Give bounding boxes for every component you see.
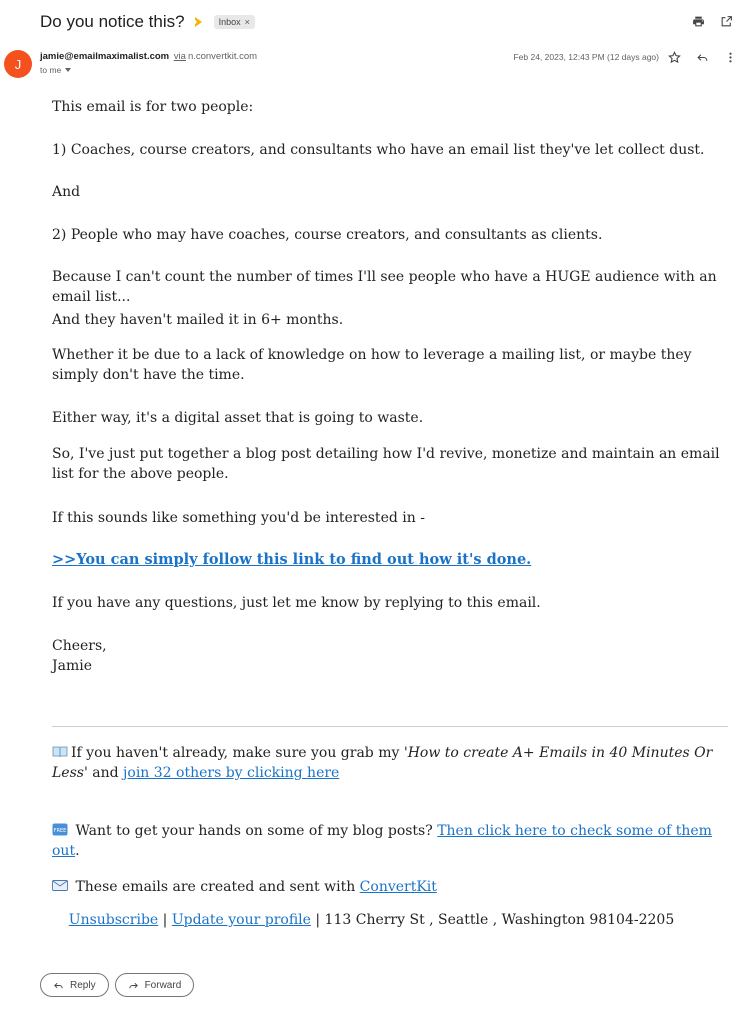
email-date: Feb 24, 2023, 12:43 PM (12 days ago): [513, 52, 659, 62]
forward-button[interactable]: [115, 973, 195, 997]
join-guide-link[interactable]: join 32 others by clicking here: [123, 765, 340, 781]
body-paragraph: Either way, it's a digital asset that is going to waste.: [52, 410, 424, 426]
postal-address: | 113 Cherry St , Seattle , Washington 98104-2205: [310, 912, 675, 928]
blog-posts-link[interactable]: Then click here to check some of them out: [52, 823, 712, 859]
open-in-new-window-icon[interactable]: [719, 14, 733, 28]
subject-row: [40, 10, 733, 34]
body-paragraph: If this sounds like something you'd be interested in -: [52, 510, 425, 526]
body-paragraph: And they haven't mailed it in 6+ months.: [52, 312, 344, 328]
unsubscribe-row: [0, 912, 743, 928]
print-icon[interactable]: [691, 14, 705, 28]
separator: |: [158, 912, 172, 928]
reply-actions: [40, 973, 194, 997]
recipient-details[interactable]: [40, 65, 71, 75]
importance-marker-icon[interactable]: [195, 17, 202, 27]
footer-period: .: [75, 843, 80, 859]
footer-divider: [52, 726, 728, 727]
free-badge-icon: [52, 823, 68, 836]
chevron-down-icon[interactable]: [65, 68, 71, 72]
body-paragraph: And: [52, 184, 81, 200]
inbox-label-text: Inbox: [218, 17, 241, 27]
email-icon: [52, 879, 68, 892]
reply-arrow-icon: [53, 980, 64, 991]
inbox-label[interactable]: [214, 15, 255, 29]
body-paragraph: If you have any questions, just let me know by replying to this email.: [52, 595, 541, 611]
unsubscribe-link[interactable]: Unsubscribe: [68, 912, 159, 928]
footer-line-convertkit: [52, 877, 732, 897]
forward-arrow-icon: [128, 980, 139, 991]
body-paragraph: 1) Coaches, course creators, and consultants who have an email list they've let collect dust.: [52, 142, 705, 158]
reply-icon[interactable]: [695, 50, 709, 64]
svg-text:FREE: FREE: [53, 828, 67, 834]
recipient-text: to me: [40, 65, 62, 75]
reply-label: Reply: [70, 979, 96, 991]
update-profile-link[interactable]: Update your profile: [171, 912, 311, 928]
remove-label-icon[interactable]: ×: [244, 17, 250, 27]
sender-avatar[interactable]: J: [4, 50, 32, 78]
footer-guide-text: If you haven't already, make sure you grab my ': [71, 745, 408, 761]
body-paragraph: So, I've just put together a blog post detailing how I'd revive, monetize and maintain an email list for the above people.: [52, 446, 720, 482]
top-toolbar: [691, 14, 733, 28]
signature-closing: Cheers,: [52, 638, 107, 654]
sender-email[interactable]: jamie@emailmaximalist.com: [40, 51, 170, 62]
via-link[interactable]: via: [173, 51, 186, 62]
sender-line: [40, 51, 257, 62]
footer-line-guide: [52, 743, 732, 783]
signature-name: Jamie: [52, 658, 92, 674]
message-actions: [667, 50, 737, 64]
more-options-icon[interactable]: [723, 50, 737, 64]
star-icon[interactable]: [667, 50, 681, 64]
footer-convertkit-text: These emails are created and sent with: [71, 879, 360, 895]
footer-blog-text: Want to get your hands on some of my blog posts?: [71, 823, 438, 839]
blog-post-link[interactable]: >>You can simply follow this link to find out how it's done.: [52, 551, 532, 568]
guide-title: How to create A+ Emails in 40 Minutes Or Less': [52, 745, 713, 781]
reply-button[interactable]: [40, 973, 109, 997]
email-subject: Do you notice this?: [40, 12, 185, 31]
footer-line-blog: [52, 821, 732, 861]
footer-connector: and: [87, 765, 124, 781]
open-book-icon: [52, 745, 68, 758]
forward-label: Forward: [144, 979, 182, 991]
body-paragraph: Because I can't count the number of times I'll see people who have a HUGE audience with an email list...: [52, 269, 717, 305]
convertkit-link[interactable]: ConvertKit: [359, 879, 437, 895]
body-paragraph: Whether it be due to a lack of knowledge on how to leverage a mailing list, or maybe they simply don't have the time.: [52, 347, 692, 383]
body-paragraph: 2) People who may have coaches, course creators, and consultants as clients.: [52, 227, 603, 243]
via-domain: n.convertkit.com: [187, 51, 258, 62]
body-paragraph: This email is for two people:: [52, 99, 254, 115]
